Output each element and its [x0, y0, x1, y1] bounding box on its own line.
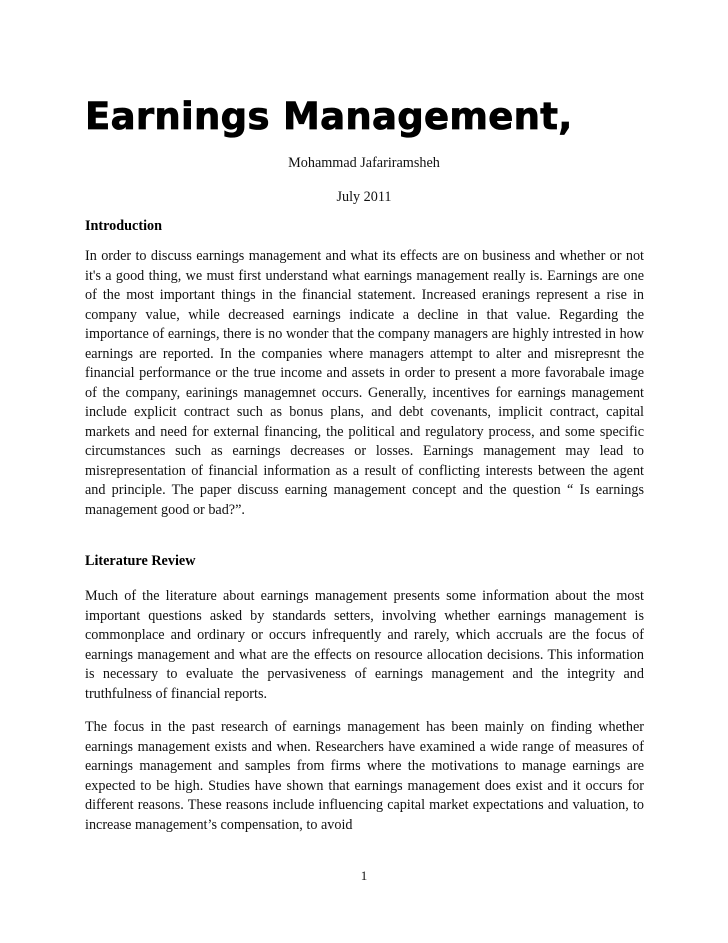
- author-name: Mohammad Jafariramsheh: [288, 155, 440, 171]
- document-title: Earnings Management,: [85, 95, 573, 138]
- introduction-heading: Introduction: [85, 218, 162, 234]
- page-number: 1: [360, 868, 368, 883]
- literature-review-heading: Literature Review: [85, 553, 196, 569]
- literature-review-paragraph-1: Much of the literature about earnings management presents some information about the most important questions asked by standards setters, involving whether earnings management is commonplace and ordinary or occurs infrequently and rarely, which accruals are the focus of earnings management and what are the effects on resource allocation decisions. This information is necessary to evaluate the pervasiveness of earnings management and the integrity and truthfulness of financial reports.: [85, 588, 644, 702]
- literature-review-paragraph-2: The focus in the past research of earnings management has been mainly on finding whether earnings management exists and when. Researchers have examined a wide range of measures of earnings management and samples from firms where the motivations to manage earnings are expected to be high. Studies have shown that earnings management does exist and it occurs for different reasons. These reasons include influencing capital market expectations and valuation, to increase management’s compensation, to avoid: [85, 719, 644, 833]
- introduction-paragraph: In order to discuss earnings management and what its effects are on business and whether or not it's a good thing, we must first understand what earnings management really is. Earnings are one of the most important things in the financial statement. Increased eranings represent a rise in company value, while decreased earnings indicate a decline in that value. Regarding the importance of earnings, there is no wonder that the company managers are highly intrested in how earnings are reported. In the companies where managers attempt to alter and misrepresnt the financial performance or the true income and assets in order to present a more favorabale image of the company, earinings managemnet occurs. Generally, incentives for earnings management include explicit contract such as bonus plans, and debt covenants, implicit contract, capital markets and need for external financing, the political and regulatory process, and some specific circumstances such as earnings decreases or losses. Earnings management may lead to misrepresentation of financial information as a result of conflicting interests between the agent and principle. The paper discuss earning management concept and the question “ Is earnings management good or bad?”.: [85, 248, 644, 518]
- publication-date: July 2011: [336, 189, 392, 205]
